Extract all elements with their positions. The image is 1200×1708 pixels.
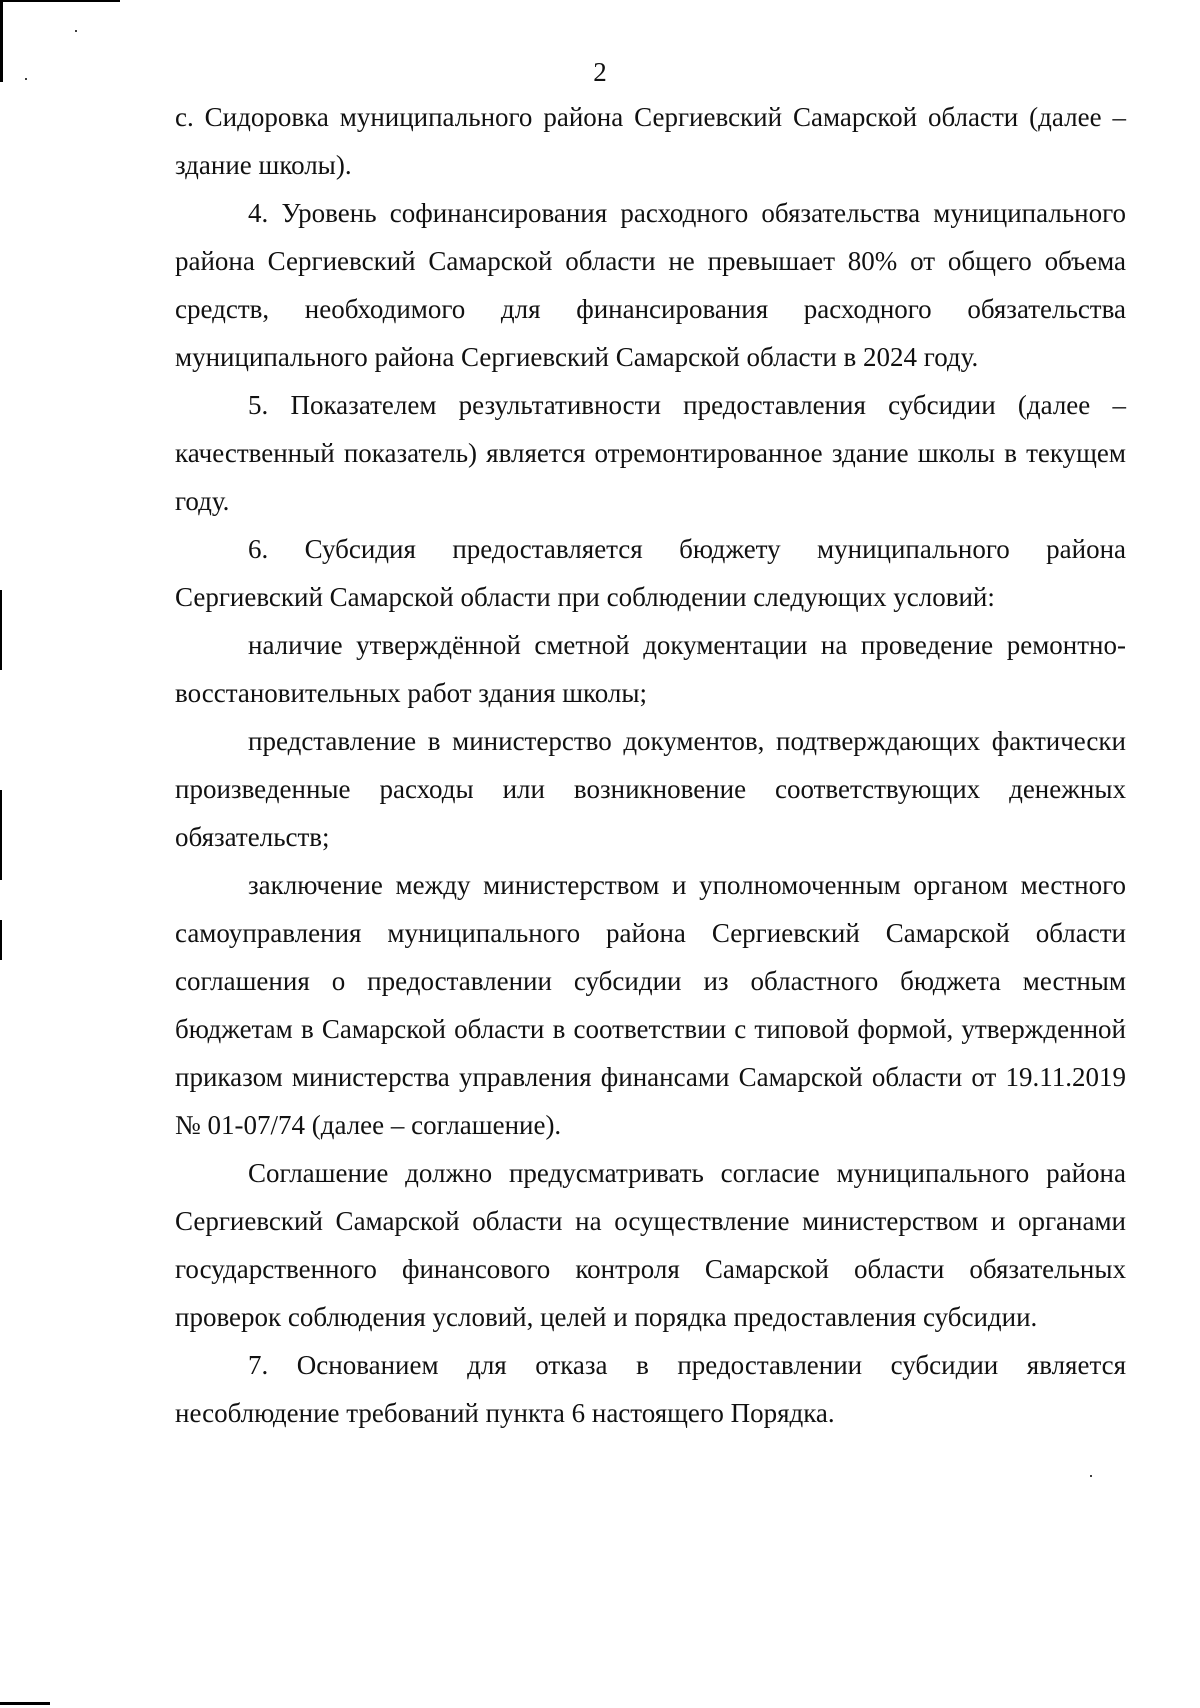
page-number: 2 [593, 57, 607, 87]
paragraph: 5. Показателем результативности предоставления субсидии (далее – качественный показатель) является отремонтированное здание школы в текущем году. [175, 390, 1126, 516]
scan-artifact [0, 790, 2, 880]
scan-artifact [75, 30, 77, 32]
paragraph: представление в министерство документов, подтверждающих фактически произведенные расходы или возникновение соответствующих денежных обязательств; [175, 726, 1126, 852]
scan-artifact [0, 590, 2, 670]
paragraph: 7. Основанием для отказа в предоставлении субсидии является несоблюдение требований пункта 6 настоящего Порядка. [175, 1350, 1126, 1428]
scan-artifact [1090, 1475, 1092, 1477]
paragraph: Соглашение должно предусматривать согласие муниципального района Сергиевский Самарской области на осуществление министерством и органами государственного финансового контроля Самарской области обязательных проверок соблюдения условий, целей и порядка предоставления субсидии. [175, 1158, 1126, 1332]
scan-artifact [0, 920, 2, 960]
paragraph: 4. Уровень софинансирования расходного обязательства муниципального района Сергиевский Самарской области не превышает 80% от общего объема средств, необходимого для финансирования расходного обязательства муниципального района Сергиевский Самарской области в 2024 году. [175, 198, 1126, 372]
document-body [175, 93, 1126, 1437]
paragraph: наличие утверждённой сметной документации на проведение ремонтно-восстановительных работ здания школы; [175, 630, 1126, 708]
paragraph: 6. Субсидия предоставляется бюджету муниципального района Сергиевский Самарской области при соблюдении следующих условий: [175, 534, 1126, 612]
paragraph: с. Сидоровка муниципального района Сергиевский Самарской области (далее – здание школы). [175, 102, 1126, 180]
scan-artifact [0, 0, 120, 2]
scan-artifact [0, 1702, 50, 1705]
paragraph: заключение между министерством и уполномоченным органом местного самоуправления муниципального района Сергиевский Самарской области соглашения о предоставлении субсидии из областного бюджета местным бюджетам в Самарской области в соответствии с типовой формой, утвержденной приказом министерства управления финансами Самарской области от 19.11.2019 № 01-07/74 (далее – соглашение). [175, 870, 1126, 1140]
